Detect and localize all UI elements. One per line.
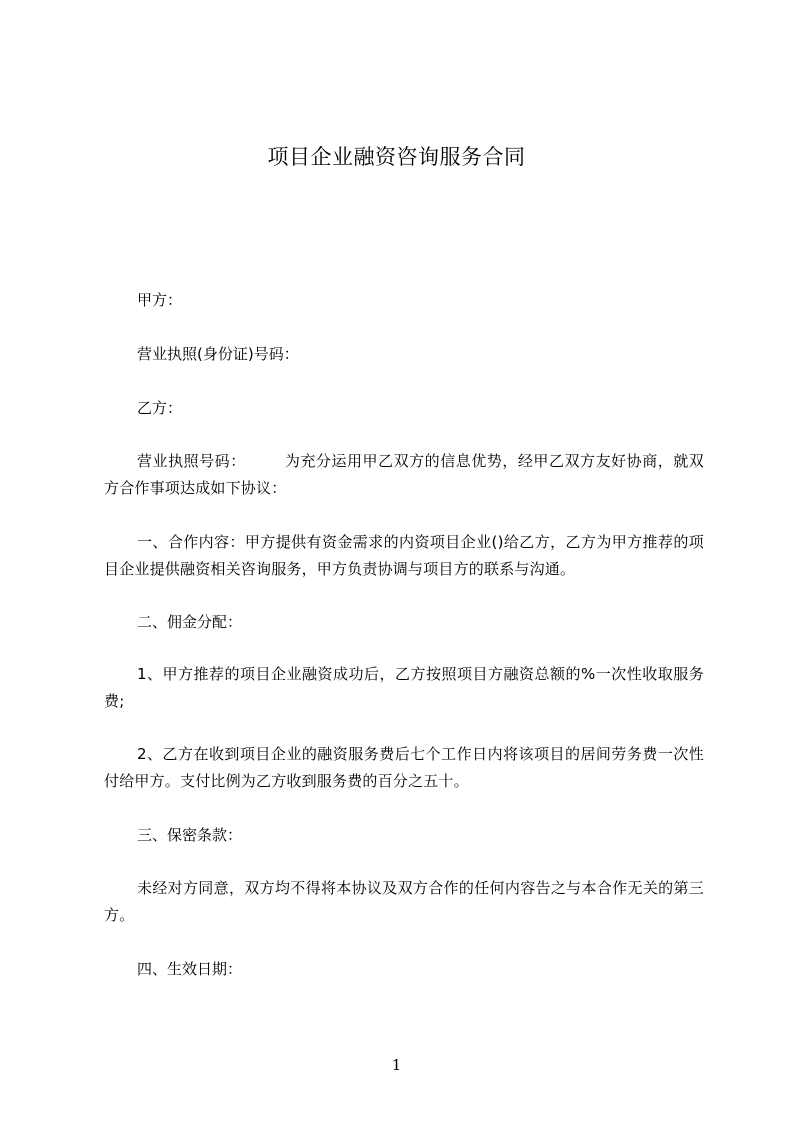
- section-3-heading: 三、保密条款：: [137, 826, 243, 844]
- preamble-paragraph: 营业执照号码： 为充分运用甲乙双方的信息优势，经甲乙双方友好协商，就双方合作事项达成如下协议：: [104, 452, 704, 497]
- party-b-label: 乙方：: [137, 399, 183, 417]
- section-4-heading: 四、生效日期：: [137, 960, 243, 978]
- document-title: 项目企业融资咨询服务合同: [267, 145, 526, 169]
- section-2-item-1: 1、甲方推荐的项目企业融资成功后，乙方按照项目方融资总额的%一次性收取服务费;: [104, 665, 704, 710]
- section-2-heading: 二、佣金分配：: [137, 613, 243, 631]
- section-3-confidentiality: 未经对方同意，双方均不得将本协议及双方合作的任何内容告之与本合作无关的第三方。: [104, 879, 704, 924]
- party-a-label: 甲方：: [137, 291, 183, 309]
- license-id-label: 营业执照(身份证)号码：: [137, 345, 299, 363]
- section-1-cooperation: 一、合作内容：甲方提供有资金需求的内资项目企业()给乙方，乙方为甲方推荐的项目企业提供融资相关咨询服务，甲方负责协调与项目方的联系与沟通。: [104, 533, 704, 578]
- section-2-item-2: 2、乙方在收到项目企业的融资服务费后七个工作日内将该项目的居间劳务费一次性付给甲方。支付比例为乙方收到服务费的百分之五十。: [104, 745, 704, 790]
- page-number: 1: [391, 1056, 402, 1074]
